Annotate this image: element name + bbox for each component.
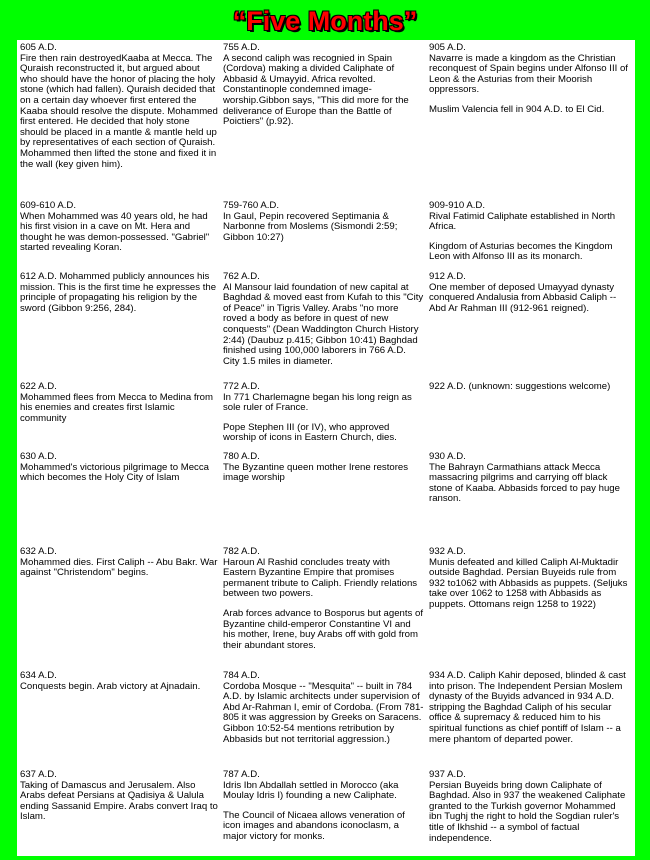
timeline-entry [429,544,635,668]
timeline-entry [17,198,223,269]
timeline-entry [17,269,223,379]
entry-paragraph: 637 A.D. Taking of Damascus and Jerusalem. Also Arabs defeat Persians at Qadisiya & Ualula ending Sassanid Empire. Arabs convert Iraq to Islam. [20,769,218,823]
entry-paragraph: 772 A.D. In 771 Charlemagne began his long reign as sole ruler of France. [223,381,412,414]
entry-paragraph: 782 A.D. Haroun Al Rashid concludes treaty with Eastern Byzantine Empire that promises permanent tribute to Caliph. Friendly relations between two powers. [223,546,418,600]
entry-paragraph: 909-910 A.D. Rival Fatimid Caliphate established in North Africa. [429,200,616,233]
entry-paragraph: 937 A.D. Persian Buyeids bring down Caliphate of Baghdad. Also in 937 the weakened Caliphate granted to the Turkish governor Mohammed ibn Tughj the right to hold the Sogdian ruler's title of Ikhshid -- a symbol of factual independence. [429,769,626,844]
timeline-entry [17,449,223,544]
timeline-entry [223,269,429,379]
entry-paragraph: Arab forces advance to Bosporus but agents of Byzantine child-emperor Constantine VI and his mother, Irene, buy Arabs off with gold from their abundant stores. [223,607,423,651]
entry-paragraph: 609-610 A.D. When Mohammed was 40 years old, he had his first vision in a cave on Mt. Hera and thought he was demon-possessed. "Gabriel" started revealing Koran. [20,200,210,254]
timeline-entry [429,668,635,767]
entry-paragraph: Kingdom of Asturias becomes the Kingdom Leon with Alfonso III as its monarch. [429,240,613,263]
timeline-entry [17,544,223,668]
entry-paragraph: 784 A.D. Cordoba Mosque -- "Mesquita" -- built in 784 A.D. by Islamic architects under supervision of Abd Ar-Rahman I, emir of Cordoba. (From 781-805 it was aggression by Greeks on Saracens. Gibbon 10:52-54 mentions retribution by Abbasids but not territorial aggression.) [223,670,424,745]
entry-paragraph: 905 A.D. Navarre is made a kingdom as the Christian reconquest of Spain begins under Alfonso III of Leon & the Asturias from their Moorish oppressors. [429,42,628,96]
timeline-entry [429,40,635,198]
timeline-entry [223,668,429,767]
timeline-grid [17,40,635,856]
timeline-entry [223,40,429,198]
entry-paragraph: 759-760 A.D. In Gaul, Pepin recovered Septimania & Narbonne from Moslems (Sismondi 2:59; Gibbon 10:27) [223,200,398,243]
timeline-entry [17,379,223,449]
entry-paragraph: 634 A.D. Conquests begin. Arab victory at Ajnadain. [20,670,201,692]
entry-paragraph: 930 A.D. The Bahrayn Carmathians attack Mecca massacring pilgrims and carrying off black stone of Kaaba. Abbasids forced to pay huge ranson. [429,451,620,505]
entry-paragraph: 912 A.D. One member of deposed Umayyad dynasty conquered Andalusia from Abbasid Caliph -- Abd Ar Rahman III (912-961 reigned). [429,271,617,314]
entry-paragraph: 755 A.D. A second caliph was recognied in Spain (Cordova) making a divided Caliphate of Abbasid & Umayyid. Africa revolted. Constantinople condemned image-worship.Gibbon says, "This did more for the deliverance of Europe than the Battle of Poictiers" (p.92). [223,42,409,128]
entry-paragraph: 787 A.D. Idris Ibn Abdallah settled in Morocco (aka Moulay Idris I) founding a new Caliphate. [223,769,399,802]
entry-paragraph: Muslim Valencia fell in 904 A.D. to El Cid. [429,103,605,115]
timeline-entry [17,40,223,198]
entry-paragraph: 632 A.D. Mohammed dies. First Caliph -- Abu Bakr. War against "Christendom" begins. [20,546,218,579]
entry-paragraph: The Council of Nicaea allows veneration of icon images and abandons iconoclasm, a major victory for monks. [223,809,405,842]
timeline-entry [17,767,223,856]
entry-paragraph: 780 A.D. The Byzantine queen mother Irene restores image worship [223,451,409,484]
entry-paragraph: Pope Stephen III (or IV), who approved worship of icons in Eastern Church, dies. [223,421,397,444]
timeline-entry [429,198,635,269]
timeline-entry [223,379,429,449]
entry-paragraph: 612 A.D. Mohammed publicly announces his mission. This is the first time he expresses the principle of propagating his religion by the sword (Gibbon 9:256, 284). [20,271,217,314]
timeline-entry [223,544,429,668]
timeline-entry [223,767,429,856]
entry-paragraph: 630 A.D. Mohammed's victorious pilgrimage to Mecca which becomes the Holy City of Islam [20,451,209,484]
timeline-entry [17,668,223,767]
entry-paragraph: 622 A.D. Mohammed flees from Mecca to Medina from his enemies and creates first Islamic community [20,381,214,424]
timeline-entry [429,449,635,544]
timeline-entry [429,269,635,379]
timeline-entry [223,449,429,544]
page-title: “Five Months” [232,6,418,36]
entry-paragraph: 922 A.D. (unknown: suggestions welcome) [429,381,611,392]
entry-paragraph: 932 A.D. Munis defeated and killed Caliph Al-Muktadir outside Baghdad. Persian Buyeids rule from 932 to1062 with Abbasids as puppets. (Seljuks take over 1062 to 1258 with Abbasids as puppets. Ottomans reign 1258 to 1922) [429,546,628,610]
timeline-entry [223,198,429,269]
entry-paragraph: 762 A.D. Al Mansour laid foundation of new capital at Baghdad & moved east from Kufah to this "City of Peace" in Tigris Valley. Arabs "no more roved a body as before in quest of new conquests" (Dean Waddington Church History 2:44) (Daubuz p.415; Gibbon 10:41) Baghdad finished using 100,000 laborers in 766 A.D. City 1.5 miles in diameter. [223,271,424,367]
timeline-entry [429,379,635,449]
entry-paragraph: 605 A.D. Fire then rain destroyedKaaba at Mecca. The Quraish reconstructed it, but argued about who should have the honor of placing the holy stone (which had fallen). Quraish decided that on a certain day whoever first entered the Kaaba should resolve the dispute. Mohammed first entered. He decided that holy stone should be placed in a mantle & mantle held up by representatives of each section of Quraish. Mohammed then lifted the stone and fixed it in the wall (key given him). [20,42,218,170]
timeline-entry [429,767,635,856]
entry-paragraph: 934 A.D. Caliph Kahir deposed, blinded & cast into prison. The Independent Persian Moslem dynasty of the Buyids advanced in 934 A.D. stripping the Baghdad Caliph of his secular office & supremacy & reduced him to his spiritual functions as chief pontiff of Islam -- a mere phantom of departed power. [429,670,626,745]
